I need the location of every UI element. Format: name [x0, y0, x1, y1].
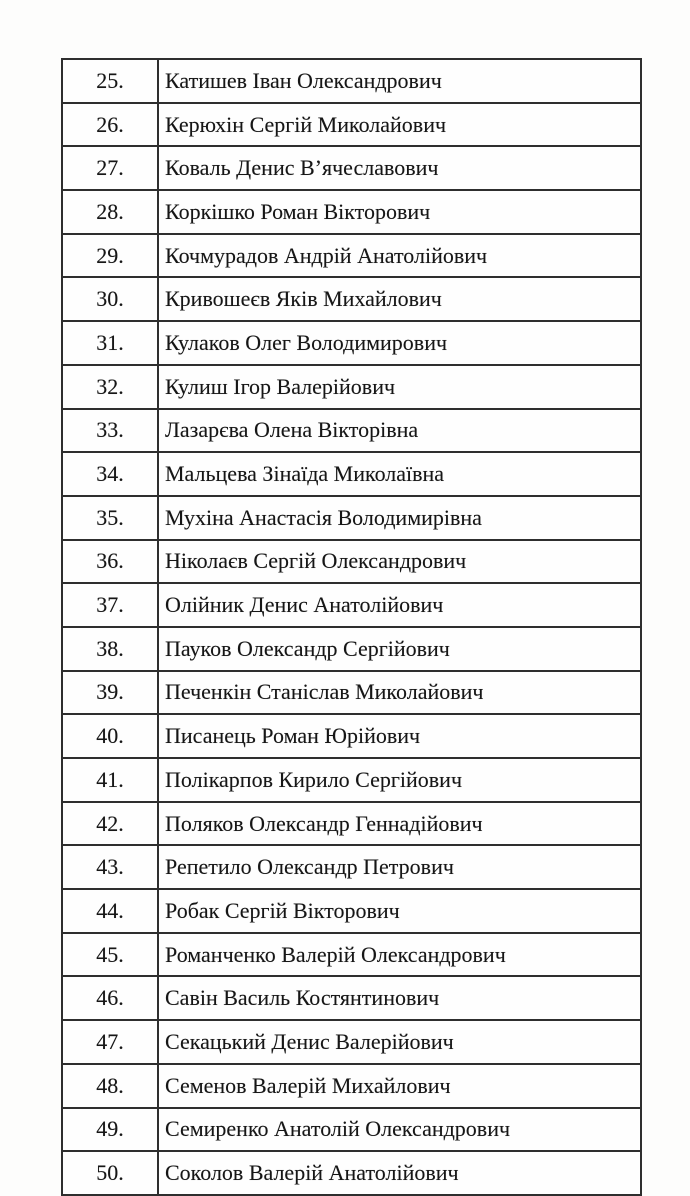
table-row [62, 321, 641, 365]
table-row [62, 540, 641, 584]
name-cell: Робак Сергій Вікторович [158, 889, 641, 933]
table-row [62, 496, 641, 540]
name-cell: Семиренко Анатолій Олександрович [158, 1108, 641, 1152]
name-cell: Коркішко Роман Вікторович [158, 190, 641, 234]
table-row [62, 933, 641, 977]
table-row [62, 802, 641, 846]
name-cell: Кулиш Ігор Валерійович [158, 365, 641, 409]
name-cell: Полікарпов Кирило Сергійович [158, 758, 641, 802]
row-number-cell: 29. [62, 234, 158, 278]
table-row [62, 234, 641, 278]
table-row [62, 190, 641, 234]
table-row [62, 103, 641, 147]
roster-table-body [62, 59, 641, 1195]
row-number-cell: 39. [62, 671, 158, 715]
row-number-cell: 32. [62, 365, 158, 409]
name-cell: Лазарєва Олена Вікторівна [158, 409, 641, 453]
table-row [62, 976, 641, 1020]
row-number-cell: 42. [62, 802, 158, 846]
row-number-cell: 48. [62, 1064, 158, 1108]
row-number-cell: 37. [62, 583, 158, 627]
name-cell: Репетило Олександр Петрович [158, 845, 641, 889]
table-row [62, 889, 641, 933]
table-row [62, 1064, 641, 1108]
row-number-cell: 46. [62, 976, 158, 1020]
name-cell: Мухіна Анастасія Володимирівна [158, 496, 641, 540]
row-number-cell: 27. [62, 146, 158, 190]
name-cell: Олійник Денис Анатолійович [158, 583, 641, 627]
row-number-cell: 25. [62, 59, 158, 103]
name-cell: Писанець Роман Юрійович [158, 714, 641, 758]
name-cell: Катишев Іван Олександрович [158, 59, 641, 103]
name-cell: Ніколаєв Сергій Олександрович [158, 540, 641, 584]
row-number-cell: 44. [62, 889, 158, 933]
name-cell: Поляков Олександр Геннадійович [158, 802, 641, 846]
table-row [62, 627, 641, 671]
name-cell: Коваль Денис В’ячеславович [158, 146, 641, 190]
row-number-cell: 38. [62, 627, 158, 671]
table-row [62, 1020, 641, 1064]
name-cell: Кулаков Олег Володимирович [158, 321, 641, 365]
row-number-cell: 30. [62, 277, 158, 321]
row-number-cell: 31. [62, 321, 158, 365]
row-number-cell: 50. [62, 1151, 158, 1195]
name-cell: Семенов Валерій Михайлович [158, 1064, 641, 1108]
table-row [62, 452, 641, 496]
row-number-cell: 43. [62, 845, 158, 889]
row-number-cell: 28. [62, 190, 158, 234]
row-number-cell: 33. [62, 409, 158, 453]
row-number-cell: 36. [62, 540, 158, 584]
table-row [62, 714, 641, 758]
name-cell: Печенкін Станіслав Миколайович [158, 671, 641, 715]
row-number-cell: 49. [62, 1108, 158, 1152]
name-cell: Секацький Денис Валерійович [158, 1020, 641, 1064]
table-row [62, 1108, 641, 1152]
table-row [62, 146, 641, 190]
row-number-cell: 34. [62, 452, 158, 496]
table-row [62, 409, 641, 453]
table-row [62, 845, 641, 889]
name-cell: Мальцева Зінаїда Миколаївна [158, 452, 641, 496]
name-cell: Керюхін Сергій Миколайович [158, 103, 641, 147]
name-cell: Савін Василь Костянтинович [158, 976, 641, 1020]
name-cell: Кривошеєв Яків Михайлович [158, 277, 641, 321]
table-row [62, 365, 641, 409]
table-row [62, 59, 641, 103]
table-row [62, 277, 641, 321]
roster-table [61, 58, 642, 1196]
name-cell: Пауков Олександр Сергійович [158, 627, 641, 671]
table-row [62, 1151, 641, 1195]
row-number-cell: 47. [62, 1020, 158, 1064]
row-number-cell: 45. [62, 933, 158, 977]
table-row [62, 671, 641, 715]
name-cell: Соколов Валерій Анатолійович [158, 1151, 641, 1195]
row-number-cell: 41. [62, 758, 158, 802]
table-row [62, 758, 641, 802]
row-number-cell: 40. [62, 714, 158, 758]
name-cell: Романченко Валерій Олександрович [158, 933, 641, 977]
table-row [62, 583, 641, 627]
name-cell: Кочмурадов Андрій Анатолійович [158, 234, 641, 278]
row-number-cell: 26. [62, 103, 158, 147]
row-number-cell: 35. [62, 496, 158, 540]
